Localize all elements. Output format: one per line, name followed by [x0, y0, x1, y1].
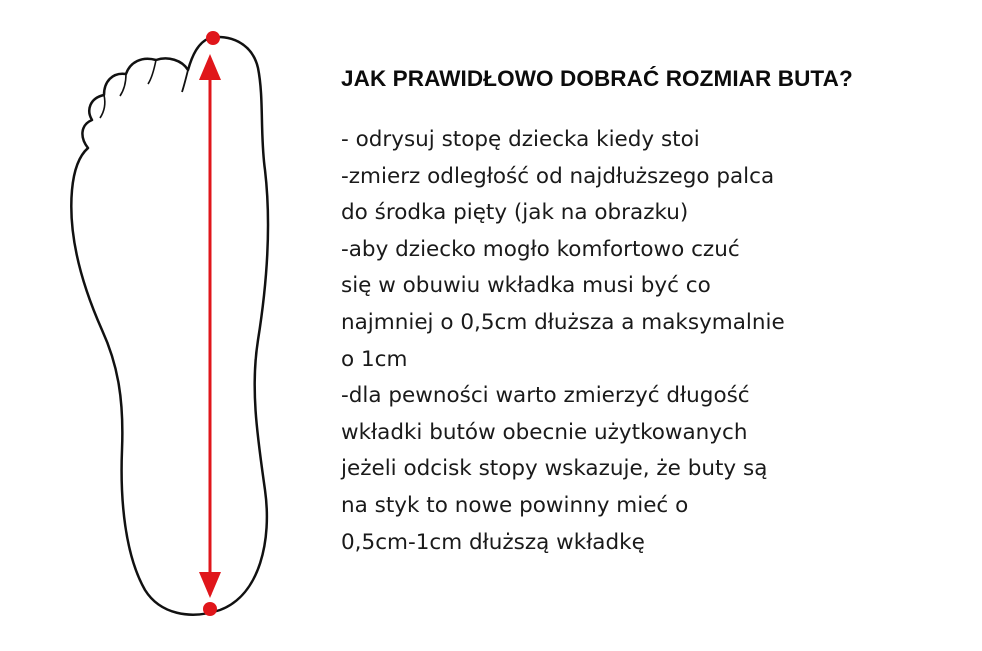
page-title: JAK PRAWIDŁOWO DOBRAĆ ROZMIAR BUTA? [341, 66, 853, 91]
instructions-panel [341, 66, 961, 561]
toe-line-3 [120, 74, 126, 96]
instruction-line: do środka pięty (jak na obrazku) [341, 200, 689, 226]
instruction-line: o 1cm [341, 346, 408, 372]
toe-line-1 [182, 70, 188, 92]
instruction-line: - odrysuj stopę dziecka kiedy stoi [341, 127, 700, 152]
instruction-line: -zmierz odległość od najdłuższego palca [341, 163, 775, 189]
foot-measurement-diagram [60, 20, 290, 630]
arrow-head-bottom [199, 572, 221, 598]
toe-point-dot [206, 31, 220, 45]
arrow-head-top [199, 54, 221, 80]
instruction-line: -dla pewności warto zmierzyć długość [341, 383, 750, 409]
toe-line-2 [148, 60, 156, 84]
toe-line-4 [100, 95, 105, 118]
instruction-line: 0,5cm-1cm dłuższą wkładkę [341, 529, 645, 555]
foot-outline [71, 37, 268, 615]
heel-point-dot [203, 602, 217, 616]
instruction-line: się w obuwiu wkładka musi być co [341, 273, 711, 299]
instruction-line: najmniej o 0,5cm dłuższa a maksymalnie [341, 309, 785, 335]
instruction-line: wkładki butów obecnie użytkowanych [341, 419, 748, 445]
foot-outline-icon [60, 20, 290, 630]
instructions-list [341, 122, 961, 561]
double-arrow-icon [199, 31, 221, 616]
instruction-line: jeżeli odcisk stopy wskazuje, że buty są [341, 456, 768, 482]
instruction-line: -aby dziecko mogło komfortowo czuć [341, 236, 740, 262]
instruction-line: na styk to nowe powinny mieć o [341, 492, 689, 518]
